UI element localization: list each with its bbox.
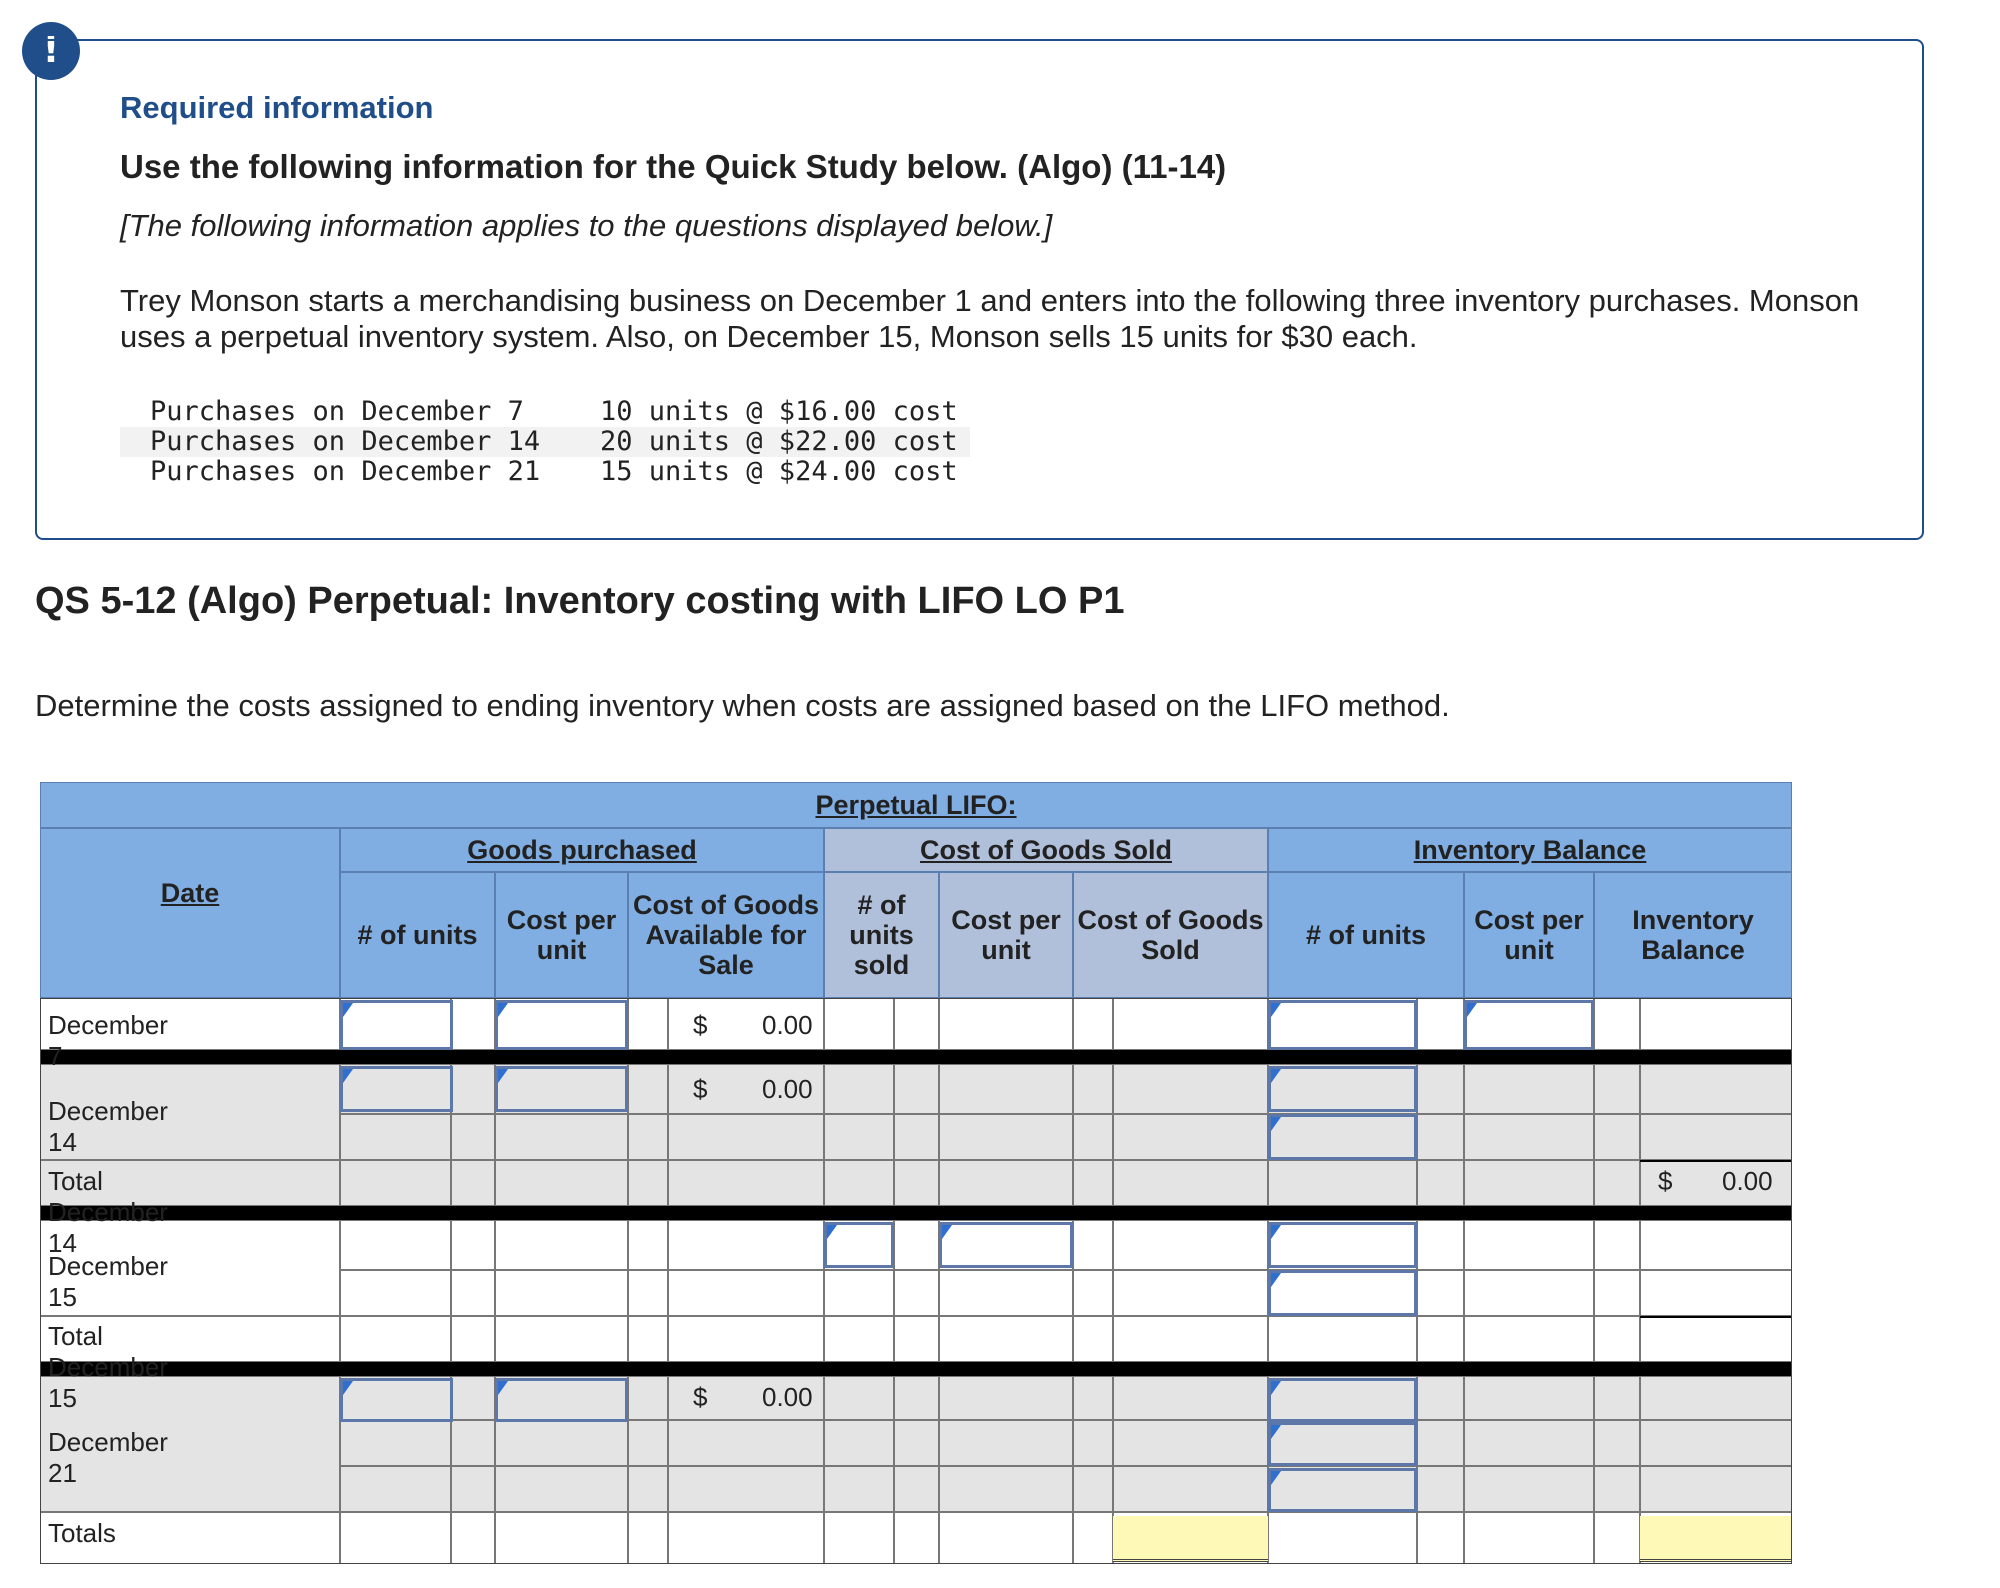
date-header-text: Date — [160, 878, 220, 908]
currency-symbol: $ — [693, 1074, 708, 1104]
purchase-detail: 15 units @ $24.00 cost — [600, 456, 958, 487]
row-label-dec14: December 14 — [48, 1096, 168, 1157]
row-label-dec21: December 21 — [48, 1427, 168, 1488]
col-header-gp-units: # of units — [340, 872, 495, 998]
purchases-list — [120, 397, 970, 487]
col-header-cogs-cost: Cost per unit — [939, 872, 1073, 998]
col-header-cogs-units: # of units sold — [824, 872, 939, 998]
main-header-text: Perpetual LIFO: — [815, 790, 1017, 820]
col-header-ib-cost: Cost per unit — [1464, 872, 1594, 998]
purchase-detail: 10 units @ $16.00 cost — [600, 396, 958, 427]
problem-paragraph: Trey Monson starts a merchandising business on December 1 and enters into the following three inventory purchases. Monson uses a perpetual inventory system. Also, on December 15, Monson sells 15 units for $30 each. — [120, 283, 1860, 354]
required-info-label: Required information — [120, 90, 434, 125]
group-text: Goods purchased — [467, 835, 697, 865]
group-text: Inventory Balance — [1413, 835, 1647, 865]
group-text: Cost of Goods Sold — [920, 835, 1172, 865]
col-header-ib-units: # of units — [1268, 872, 1464, 998]
group-header-goods-purchased — [340, 828, 824, 872]
group-header-inventory-balance — [1268, 828, 1792, 872]
purchase-label: Purchases on December 14 — [150, 426, 541, 457]
col-header-gp-available: Cost of Goods Available for Sale — [628, 872, 824, 998]
col-header-ib-balance: Inventory Balance — [1594, 872, 1792, 998]
table-main-header — [40, 782, 1792, 828]
group-header-cogs — [824, 828, 1268, 872]
row-label-total-dec15: Total December 15 — [48, 1321, 168, 1413]
applies-note: [The following information applies to the questions displayed below.] — [120, 208, 1053, 243]
purchase-label: Purchases on December 7 — [150, 396, 524, 427]
purchase-label: Purchases on December 21 — [150, 456, 541, 487]
currency-symbol: $ — [693, 1010, 708, 1040]
use-info-title: Use the following information for the Quick Study below. (Algo) (11-14) — [120, 148, 1227, 185]
alert-icon: ! — [22, 22, 80, 80]
dec14-available-value: 0.00 — [762, 1074, 813, 1104]
purchase-row — [120, 457, 970, 487]
table-border — [40, 998, 1792, 1564]
row-label-totals: Totals — [48, 1518, 116, 1548]
row-label-total-dec14: Total December 14 — [48, 1166, 168, 1258]
row-label-dec7: December 7 — [48, 1010, 168, 1071]
total14-balance-value: 0.00 — [1722, 1166, 1773, 1196]
purchase-row — [120, 427, 970, 457]
col-header-date — [40, 828, 340, 998]
row-label-dec15: December 15 — [48, 1251, 168, 1312]
dec21-available-value: 0.00 — [762, 1382, 813, 1412]
question-title: QS 5-12 (Algo) Perpetual: Inventory costing with LIFO LO P1 — [35, 580, 1125, 622]
purchase-row — [120, 397, 970, 427]
currency-symbol: $ — [693, 1382, 708, 1412]
currency-symbol: $ — [1658, 1166, 1673, 1196]
col-header-gp-cost: Cost per unit — [495, 872, 628, 998]
question-instruction: Determine the costs assigned to ending inventory when costs are assigned based on the LIFO method. — [35, 688, 1450, 723]
col-header-cogs-total: Cost of Goods Sold — [1073, 872, 1268, 998]
dec7-available-value: 0.00 — [762, 1010, 813, 1040]
purchase-detail: 20 units @ $22.00 cost — [600, 426, 958, 457]
